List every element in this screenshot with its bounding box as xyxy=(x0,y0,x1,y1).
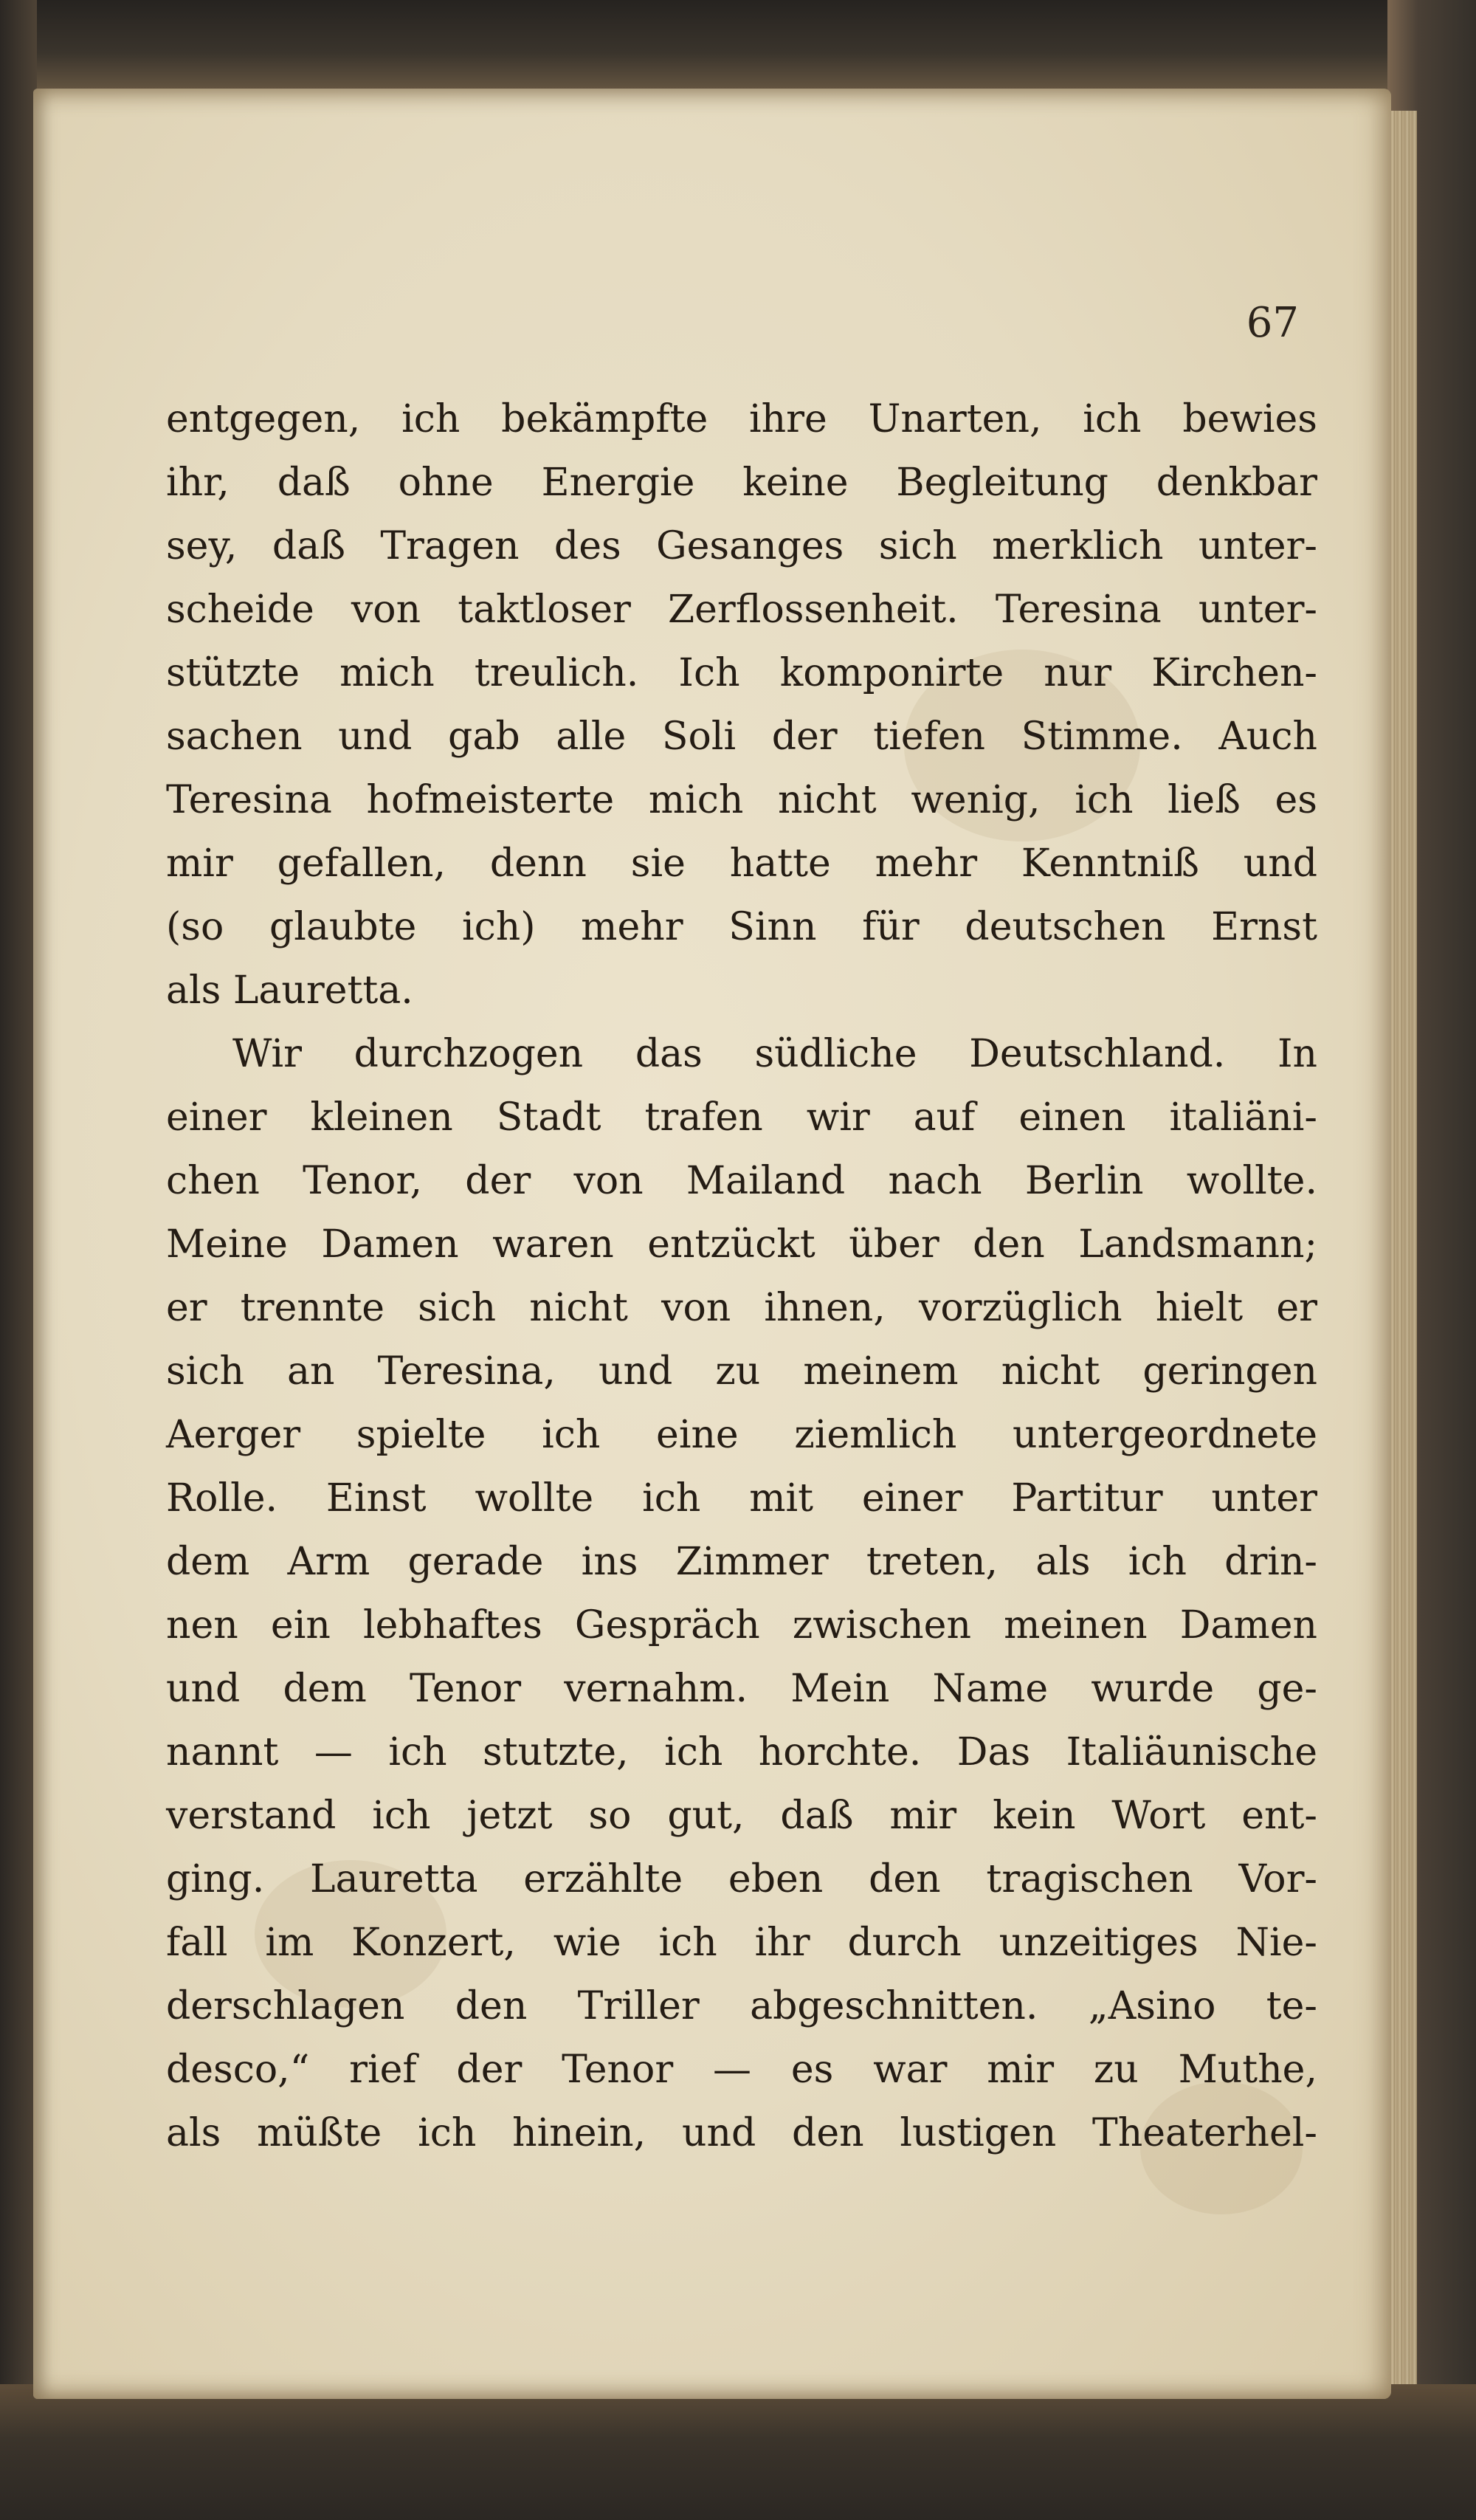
book-cover-bottom xyxy=(0,2384,1476,2520)
text-line: ging. Lauretta erzählte eben den tragischen Vor- xyxy=(166,1857,1317,1901)
text-line: und dem Tenor vernahm. Mein Name wurde ge- xyxy=(166,1667,1317,1711)
text-line: Meine Damen waren entzückt über den Landsmann; xyxy=(166,1222,1317,1267)
text-line: derschlagen den Triller abgeschnitten. „Asino te- xyxy=(166,1984,1317,2028)
text-line: als Lauretta. xyxy=(166,968,413,1013)
text-line: (so glaubte ich) mehr Sinn für deutschen Ernst xyxy=(166,905,1317,949)
text-line: sich an Teresina, und zu meinem nicht geringen xyxy=(166,1349,1317,1394)
text-line: sey, daß Tragen des Gesanges sich merklich unter- xyxy=(166,524,1317,568)
text-line: scheide von taktloser Zerflossenheit. Teresina unter- xyxy=(166,588,1317,632)
text-line: fall im Konzert, wie ich ihr durch unzeitiges Nie- xyxy=(166,1921,1317,1965)
text-line: sachen und gab alle Soli der tiefen Stimme. Auch xyxy=(166,715,1317,759)
body-text xyxy=(166,388,1317,2165)
text-line: entgegen, ich bekämpfte ihre Unarten, ich bewies xyxy=(166,397,1317,441)
text-line: Rolle. Einst wollte ich mit einer Partitur unter xyxy=(166,1476,1317,1521)
text-line: stützte mich treulich. Ich komponirte nur Kirchen- xyxy=(166,651,1317,695)
book-cover-left xyxy=(0,0,37,2520)
text-line: mir gefallen, denn sie hatte mehr Kenntniß und xyxy=(166,841,1317,886)
page-number: 67 xyxy=(1246,299,1299,347)
text-line: Wir durchzogen das südliche Deutschland. In xyxy=(232,1032,1317,1076)
text-line: verstand ich jetzt so gut, daß mir kein Wort ent- xyxy=(166,1794,1317,1838)
text-line: ihr, daß ohne Energie keine Begleitung denkbar xyxy=(166,461,1317,505)
text-line: er trennte sich nicht von ihnen, vorzüglich hielt er xyxy=(166,1286,1317,1330)
text-line: desco,“ rief der Tenor — es war mir zu Muthe, xyxy=(166,2048,1317,2092)
text-line: chen Tenor, der von Mailand nach Berlin wollte. xyxy=(166,1159,1317,1203)
text-line: nannt — ich stutzte, ich horchte. Das Italiäunische xyxy=(166,1730,1317,1774)
book-cover-top xyxy=(0,0,1476,96)
text-line: nen ein lebhaftes Gespräch zwischen meinen Damen xyxy=(166,1603,1317,1648)
text-line: dem Arm gerade ins Zimmer treten, als ich drin- xyxy=(166,1540,1317,1584)
text-line: Teresina hofmeisterte mich nicht wenig, ich ließ es xyxy=(166,778,1317,822)
text-line: als müßte ich hinein, und den lustigen Theaterhel- xyxy=(166,2111,1317,2155)
text-line: einer kleinen Stadt trafen wir auf einen italiäni- xyxy=(166,1095,1317,1140)
text-line: Aerger spielte ich eine ziemlich untergeordnete xyxy=(166,1413,1317,1457)
